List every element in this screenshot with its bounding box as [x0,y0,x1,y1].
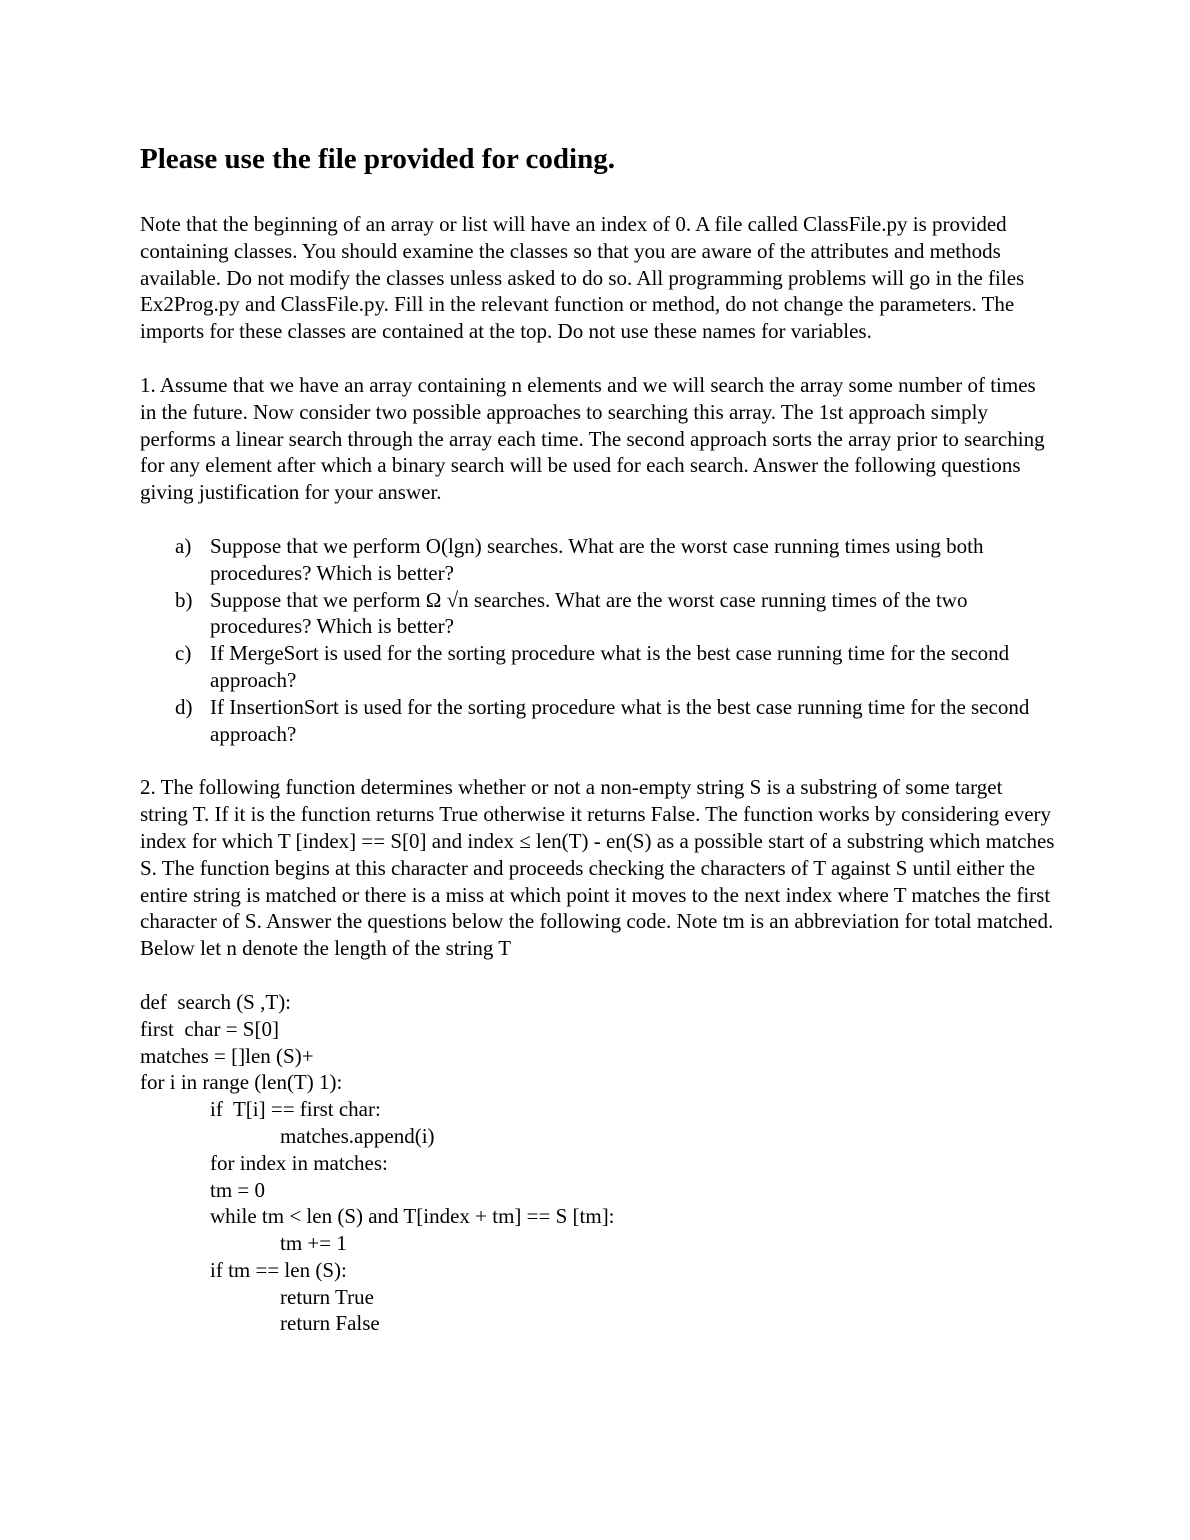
code-line: first char = S[0] [140,1016,279,1041]
subquestion-d [140,694,1055,748]
subquestion-text: If InsertionSort is used for the sorting procedure what is the best case running time for the second approach? [210,694,1030,746]
code-block [140,989,1055,1337]
subquestion-marker: c) [175,641,192,666]
code-line: return False [280,1311,380,1336]
code-line: tm = 0 [210,1177,266,1202]
code-line: if tm == len (S): [210,1257,347,1282]
question-1-subquestions [140,533,1055,747]
subquestion-a [140,533,1055,587]
code-line: while tm < len (S) and T[index + tm] == S [tm]: [210,1204,615,1229]
question-1-text: 1. Assume that we have an array containing n elements and we will search the array some number of times in the future. Now consider two possible approaches to searching this array. The 1st approach simply performs a linear search through the array each time. The second approach sorts the array prior to searching for any element after which a binary search will be used for each search. Answer the following questions giving justification for your answer. [140,372,1045,505]
code-line: matches.append(i) [280,1123,435,1148]
code-line: for index in matches: [210,1150,388,1175]
subquestion-marker: d) [175,694,193,719]
subquestion-text: Suppose that we perform O(lgn) searches. What are the worst case running times using both procedures? Which is better? [210,533,984,585]
document-title: Please use the file provided for coding. [140,143,615,175]
code-line: matches = []len (S)+ [140,1043,314,1068]
question-2-text: 2. The following function determines whether or not a non-empty string S is a substring of some target string T. If it is the function returns True otherwise it returns False. The function works by considering every index for which T [index] == S[0] and index ≤ len(T) - en(S) as a possible start of a substring which matches S. The function begins at this character and proceeds checking the characters of T against S until either the entire string is matched or there is a miss at which point it moves to the next index where T matches the first character of S. Answer the questions below the following code. Note tm is an abbreviation for total matched. Below let n denote the length of the string T [140,775,1055,961]
subquestion-text: If MergeSort is used for the sorting procedure what is the best case running time for the second approach? [210,641,1010,692]
subquestion-b [140,587,1055,641]
subquestion-marker: b) [175,587,193,612]
code-line: def search (S ,T): [140,989,292,1014]
subquestion-marker: a) [175,533,192,558]
document-content [140,140,1055,1337]
intro-paragraph: Note that the beginning of an array or list will have an index of 0. A file called ClassFile.py is provided containing classes. You should examine the classes so that you are aware of the attributes and methods available. Do not modify the classes unless asked to do so. All programming problems will go in the files Ex2Prog.py and ClassFile.py. Fill in the relevant function or method, do not change the parameters. The imports for these classes are contained at the top. Do not use these names for variables. [140,212,1025,344]
code-line: for i in range (len(T) 1): [140,1070,343,1095]
code-line: if T[i] == first char: [210,1097,381,1122]
code-line: return True [280,1284,374,1309]
code-line: tm += 1 [280,1231,347,1256]
subquestion-text: Suppose that we perform Ω √n searches. What are the worst case running times of the two procedures? Which is better? [210,587,968,639]
subquestion-c [140,640,1055,694]
